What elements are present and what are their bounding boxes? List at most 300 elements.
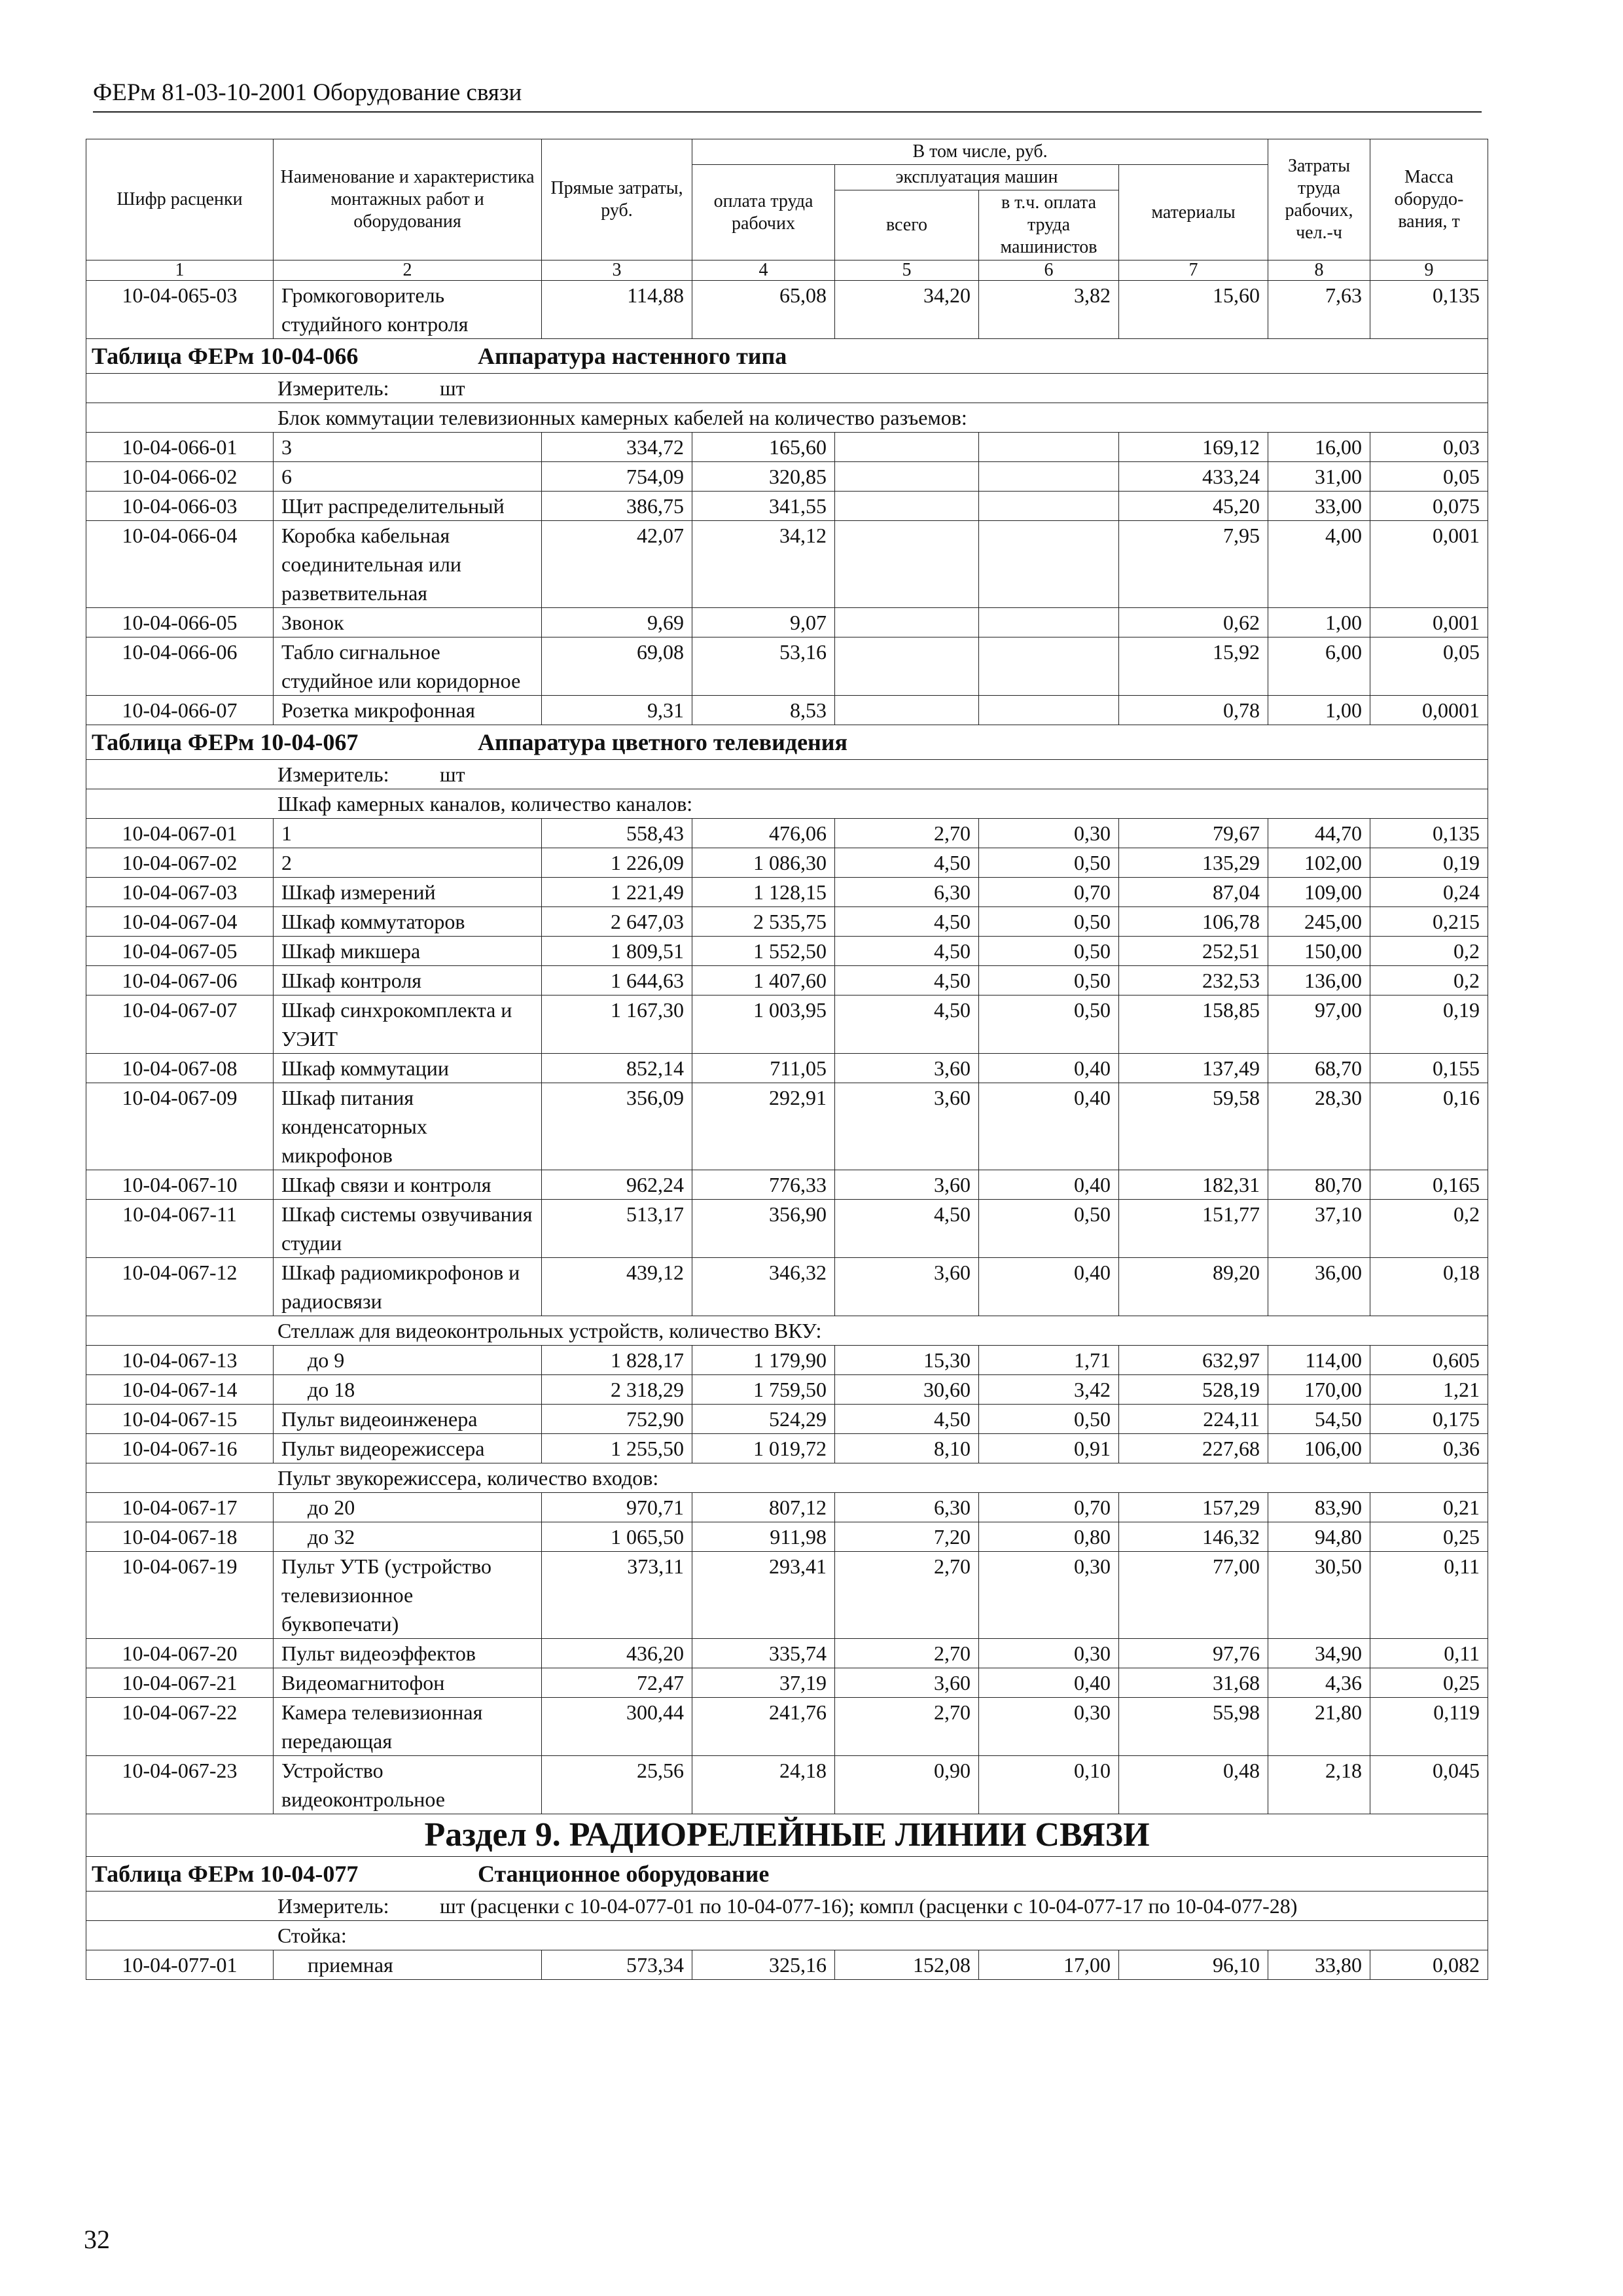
labor-pay-cell: 711,05 (692, 1054, 835, 1083)
materials-cell: 96,10 (1119, 1950, 1268, 1980)
group-heading-row (86, 1316, 1488, 1346)
machines-cost-cell: 4,50 (835, 848, 979, 878)
materials-cell: 528,19 (1119, 1375, 1268, 1405)
mass-cell: 0,135 (1370, 819, 1488, 848)
labor-hours-cell: 102,00 (1268, 848, 1370, 878)
col-number: 5 (835, 260, 979, 281)
table-body (86, 281, 1488, 1980)
table-row (86, 696, 1488, 725)
direct-cost-cell: 513,17 (542, 1200, 692, 1258)
rate-code-cell: 10-04-067-19 (86, 1552, 274, 1639)
col-machines-total-header: всего (835, 190, 979, 260)
machines-cost-cell: 34,20 (835, 281, 979, 339)
labor-pay-cell: 335,74 (692, 1639, 835, 1668)
direct-cost-cell: 2 318,29 (542, 1375, 692, 1405)
labor-pay-cell: 1 552,50 (692, 937, 835, 966)
direct-cost-cell: 558,43 (542, 819, 692, 848)
rates-table (86, 139, 1488, 1980)
unit-value: шт (440, 376, 465, 400)
rate-code-cell: 10-04-067-17 (86, 1493, 274, 1522)
machines-cost-cell: 2,70 (835, 1552, 979, 1639)
machines-cost-cell: 4,50 (835, 937, 979, 966)
machines-cost-cell: 2,70 (835, 1698, 979, 1756)
mass-cell: 0,2 (1370, 966, 1488, 996)
mass-cell: 0,215 (1370, 907, 1488, 937)
mass-cell: 0,03 (1370, 433, 1488, 462)
rate-code-cell: 10-04-067-15 (86, 1405, 274, 1434)
work-name-cell: Табло сигнальное студийное или коридорное (274, 637, 542, 696)
group-heading: Пульт звукорежиссера, количество входов: (86, 1463, 1488, 1493)
work-name-cell: Шкаф коммутации (274, 1054, 542, 1083)
unit-label: Измеритель: (277, 376, 389, 400)
work-name-cell: приемная (274, 1950, 542, 1980)
machines-cost-cell: 3,60 (835, 1054, 979, 1083)
rate-code-cell: 10-04-066-03 (86, 492, 274, 521)
materials-cell: 252,51 (1119, 937, 1268, 966)
machines-cost-cell: 15,30 (835, 1346, 979, 1375)
direct-cost-cell: 970,71 (542, 1493, 692, 1522)
table-row (86, 996, 1488, 1054)
work-name-cell: Шкаф коммутаторов (274, 907, 542, 937)
table-row (86, 1375, 1488, 1405)
table-title-cell (86, 725, 1488, 760)
rate-code-cell: 10-04-067-11 (86, 1200, 274, 1258)
machines-cost-cell (835, 608, 979, 637)
materials-cell: 97,76 (1119, 1639, 1268, 1668)
table-title: Аппаратура настенного типа (478, 343, 787, 369)
group-heading-row (86, 1463, 1488, 1493)
table-row (86, 1200, 1488, 1258)
work-name-cell: 2 (274, 848, 542, 878)
materials-cell: 59,58 (1119, 1083, 1268, 1170)
table-row (86, 1258, 1488, 1316)
direct-cost-cell: 114,88 (542, 281, 692, 339)
rate-code-cell: 10-04-067-02 (86, 848, 274, 878)
col-number: 3 (542, 260, 692, 281)
machinist-pay-cell: 0,70 (979, 878, 1119, 907)
unit-row (86, 1892, 1488, 1921)
materials-cell: 89,20 (1119, 1258, 1268, 1316)
direct-cost-cell: 1 065,50 (542, 1522, 692, 1552)
rate-code-cell: 10-04-065-03 (86, 281, 274, 339)
direct-cost-cell: 1 809,51 (542, 937, 692, 966)
machines-cost-cell: 6,30 (835, 878, 979, 907)
labor-hours-cell: 16,00 (1268, 433, 1370, 462)
labor-pay-cell: 1 003,95 (692, 996, 835, 1054)
work-name-cell: Щит распределительный (274, 492, 542, 521)
table-row (86, 1668, 1488, 1698)
work-name-cell: Шкаф радиомикрофонов и радиосвязи (274, 1258, 542, 1316)
mass-cell: 0,16 (1370, 1083, 1488, 1170)
machinist-pay-cell: 0,40 (979, 1054, 1119, 1083)
table-row (86, 819, 1488, 848)
rate-code-cell: 10-04-067-10 (86, 1170, 274, 1200)
col-machines-header: эксплуатация машин (835, 165, 1119, 190)
table-row (86, 1552, 1488, 1639)
rate-code-cell: 10-04-067-13 (86, 1346, 274, 1375)
labor-hours-cell: 150,00 (1268, 937, 1370, 966)
machines-cost-cell (835, 637, 979, 696)
labor-pay-cell: 1 019,72 (692, 1434, 835, 1463)
group-heading: Стойка: (86, 1921, 1488, 1950)
machinist-pay-cell: 0,50 (979, 996, 1119, 1054)
mass-cell: 0,135 (1370, 281, 1488, 339)
mass-cell: 0,075 (1370, 492, 1488, 521)
table-row (86, 1434, 1488, 1463)
rate-code-cell: 10-04-067-23 (86, 1756, 274, 1814)
mass-cell: 0,19 (1370, 996, 1488, 1054)
rate-code-cell: 10-04-067-05 (86, 937, 274, 966)
machinist-pay-cell: 3,82 (979, 281, 1119, 339)
machinist-pay-cell: 0,40 (979, 1170, 1119, 1200)
labor-pay-cell: 9,07 (692, 608, 835, 637)
direct-cost-cell: 1 167,30 (542, 996, 692, 1054)
unit-value: шт (440, 762, 465, 786)
rate-code-cell: 10-04-067-16 (86, 1434, 274, 1463)
machinist-pay-cell: 0,30 (979, 819, 1119, 848)
labor-hours-cell: 106,00 (1268, 1434, 1370, 1463)
rate-code-cell: 10-04-066-04 (86, 521, 274, 608)
table-row (86, 1950, 1488, 1980)
labor-hours-cell: 114,00 (1268, 1346, 1370, 1375)
section-heading-row (86, 1814, 1488, 1857)
table-row (86, 878, 1488, 907)
col-number: 9 (1370, 260, 1488, 281)
rate-code-cell: 10-04-067-03 (86, 878, 274, 907)
mass-cell: 0,155 (1370, 1054, 1488, 1083)
direct-cost-cell: 1 828,17 (542, 1346, 692, 1375)
machines-cost-cell: 0,90 (835, 1756, 979, 1814)
materials-cell: 632,97 (1119, 1346, 1268, 1375)
machinist-pay-cell (979, 492, 1119, 521)
table-header (86, 139, 1488, 281)
machines-cost-cell: 3,60 (835, 1668, 979, 1698)
mass-cell: 0,11 (1370, 1639, 1488, 1668)
labor-pay-cell: 807,12 (692, 1493, 835, 1522)
materials-cell: 157,29 (1119, 1493, 1268, 1522)
labor-pay-cell: 8,53 (692, 696, 835, 725)
col-number: 1 (86, 260, 274, 281)
direct-cost-cell: 573,34 (542, 1950, 692, 1980)
materials-cell: 146,32 (1119, 1522, 1268, 1552)
table-row (86, 966, 1488, 996)
machinist-pay-cell: 0,80 (979, 1522, 1119, 1552)
labor-hours-cell: 4,00 (1268, 521, 1370, 608)
labor-pay-cell: 320,85 (692, 462, 835, 492)
table-row (86, 608, 1488, 637)
unit-cell (86, 760, 1488, 789)
machinist-pay-cell: 0,10 (979, 1756, 1119, 1814)
work-name-cell: Громкоговоритель студийного контроля (274, 281, 542, 339)
direct-cost-cell: 386,75 (542, 492, 692, 521)
table-row (86, 1493, 1488, 1522)
materials-cell: 169,12 (1119, 433, 1268, 462)
machines-cost-cell (835, 696, 979, 725)
machinist-pay-cell (979, 462, 1119, 492)
machinist-pay-cell: 0,70 (979, 1493, 1119, 1522)
labor-hours-cell: 36,00 (1268, 1258, 1370, 1316)
table-title-row (86, 339, 1488, 374)
machinist-pay-cell: 0,30 (979, 1698, 1119, 1756)
machines-cost-cell (835, 462, 979, 492)
labor-pay-cell: 1 086,30 (692, 848, 835, 878)
table-title-cell (86, 1857, 1488, 1892)
table-row (86, 637, 1488, 696)
work-name-cell: Пульт УТБ (устройство телевизионное буквопечати) (274, 1552, 542, 1639)
table-row (86, 281, 1488, 339)
machinist-pay-cell: 0,50 (979, 907, 1119, 937)
table-row (86, 1756, 1488, 1814)
mass-cell: 0,11 (1370, 1552, 1488, 1639)
materials-cell: 15,60 (1119, 281, 1268, 339)
rate-code-cell: 10-04-067-04 (86, 907, 274, 937)
machines-cost-cell: 30,60 (835, 1375, 979, 1405)
work-name-cell: Шкаф микшера (274, 937, 542, 966)
materials-cell: 433,24 (1119, 462, 1268, 492)
work-name-cell: Розетка микрофонная (274, 696, 542, 725)
labor-hours-cell: 54,50 (1268, 1405, 1370, 1434)
machines-cost-cell: 4,50 (835, 966, 979, 996)
materials-cell: 182,31 (1119, 1170, 1268, 1200)
labor-pay-cell: 165,60 (692, 433, 835, 462)
work-name-cell: 6 (274, 462, 542, 492)
materials-cell: 7,95 (1119, 521, 1268, 608)
col-number: 7 (1119, 260, 1268, 281)
labor-pay-cell: 911,98 (692, 1522, 835, 1552)
col-mass-header: Масса оборудо-вания, т (1370, 139, 1488, 260)
col-number: 6 (979, 260, 1119, 281)
machinist-pay-cell: 0,50 (979, 1405, 1119, 1434)
table-row (86, 1698, 1488, 1756)
mass-cell: 0,05 (1370, 637, 1488, 696)
machines-cost-cell: 3,60 (835, 1083, 979, 1170)
materials-cell: 158,85 (1119, 996, 1268, 1054)
machinist-pay-cell: 0,91 (979, 1434, 1119, 1463)
materials-cell: 55,98 (1119, 1698, 1268, 1756)
table-row (86, 492, 1488, 521)
mass-cell: 0,2 (1370, 937, 1488, 966)
machines-cost-cell (835, 433, 979, 462)
labor-pay-cell: 524,29 (692, 1405, 835, 1434)
labor-hours-cell: 1,00 (1268, 608, 1370, 637)
labor-pay-cell: 1 759,50 (692, 1375, 835, 1405)
rate-code-cell: 10-04-067-14 (86, 1375, 274, 1405)
mass-cell: 0,21 (1370, 1493, 1488, 1522)
labor-pay-cell: 292,91 (692, 1083, 835, 1170)
labor-pay-cell: 24,18 (692, 1756, 835, 1814)
direct-cost-cell: 1 226,09 (542, 848, 692, 878)
rate-code-cell: 10-04-066-07 (86, 696, 274, 725)
labor-hours-cell: 21,80 (1268, 1698, 1370, 1756)
machinist-pay-cell (979, 521, 1119, 608)
materials-cell: 224,11 (1119, 1405, 1268, 1434)
table-row (86, 1639, 1488, 1668)
mass-cell: 0,175 (1370, 1405, 1488, 1434)
col-pay-header: оплата труда рабочих (692, 165, 835, 260)
group-heading: Стеллаж для видеоконтрольных устройств, количество ВКУ: (86, 1316, 1488, 1346)
table-row (86, 1170, 1488, 1200)
labor-pay-cell: 37,19 (692, 1668, 835, 1698)
mass-cell: 0,25 (1370, 1522, 1488, 1552)
group-heading-row (86, 1921, 1488, 1950)
rate-code-cell: 10-04-067-09 (86, 1083, 274, 1170)
table-number: Таблица ФЕРм 10-04-077 (92, 1861, 359, 1887)
rate-code-cell: 10-04-067-08 (86, 1054, 274, 1083)
machines-cost-cell: 2,70 (835, 819, 979, 848)
direct-cost-cell: 9,31 (542, 696, 692, 725)
work-name-cell: 3 (274, 433, 542, 462)
table-title-row (86, 1857, 1488, 1892)
labor-hours-cell: 33,00 (1268, 492, 1370, 521)
work-name-cell: Шкаф системы озвучивания студии (274, 1200, 542, 1258)
materials-cell: 106,78 (1119, 907, 1268, 937)
materials-cell: 31,68 (1119, 1668, 1268, 1698)
work-name-cell: до 32 (274, 1522, 542, 1552)
col-materials-header: материалы (1119, 165, 1268, 260)
direct-cost-cell: 300,44 (542, 1698, 692, 1756)
rates-table-container (86, 139, 1488, 1980)
machinist-pay-cell: 17,00 (979, 1950, 1119, 1980)
machinist-pay-cell: 0,40 (979, 1668, 1119, 1698)
machinist-pay-cell: 0,30 (979, 1552, 1119, 1639)
machinist-pay-cell: 0,50 (979, 848, 1119, 878)
labor-pay-cell: 356,90 (692, 1200, 835, 1258)
labor-hours-cell: 44,70 (1268, 819, 1370, 848)
work-name-cell: Пульт видеорежиссера (274, 1434, 542, 1463)
mass-cell: 0,0001 (1370, 696, 1488, 725)
labor-hours-cell: 1,00 (1268, 696, 1370, 725)
materials-cell: 77,00 (1119, 1552, 1268, 1639)
machines-cost-cell: 2,70 (835, 1639, 979, 1668)
direct-cost-cell: 752,90 (542, 1405, 692, 1434)
labor-hours-cell: 37,10 (1268, 1200, 1370, 1258)
labor-pay-cell: 325,16 (692, 1950, 835, 1980)
rate-code-cell: 10-04-067-18 (86, 1522, 274, 1552)
labor-pay-cell: 341,55 (692, 492, 835, 521)
rate-code-cell: 10-04-066-01 (86, 433, 274, 462)
table-row (86, 1346, 1488, 1375)
labor-hours-cell: 6,00 (1268, 637, 1370, 696)
materials-cell: 135,29 (1119, 848, 1268, 878)
direct-cost-cell: 9,69 (542, 608, 692, 637)
labor-hours-cell: 94,80 (1268, 1522, 1370, 1552)
unit-row (86, 374, 1488, 403)
labor-hours-cell: 83,90 (1268, 1493, 1370, 1522)
mass-cell: 0,36 (1370, 1434, 1488, 1463)
rate-code-cell: 10-04-067-07 (86, 996, 274, 1054)
mass-cell: 1,21 (1370, 1375, 1488, 1405)
group-heading: Шкаф камерных каналов, количество каналов: (86, 789, 1488, 819)
direct-cost-cell: 754,09 (542, 462, 692, 492)
direct-cost-cell: 2 647,03 (542, 907, 692, 937)
group-heading: Блок коммутации телевизионных камерных кабелей на количество разъемов: (86, 403, 1488, 433)
machines-cost-cell (835, 521, 979, 608)
materials-cell: 0,48 (1119, 1756, 1268, 1814)
machines-cost-cell: 4,50 (835, 907, 979, 937)
materials-cell: 15,92 (1119, 637, 1268, 696)
materials-cell: 151,77 (1119, 1200, 1268, 1258)
machines-cost-cell: 3,60 (835, 1258, 979, 1316)
group-heading-row (86, 789, 1488, 819)
work-name-cell: Пульт видеоинженера (274, 1405, 542, 1434)
work-name-cell: Шкаф измерений (274, 878, 542, 907)
materials-cell: 0,62 (1119, 608, 1268, 637)
col-machinist-pay-header: в т.ч. оплата труда машинистов (979, 190, 1119, 260)
labor-pay-cell: 1 128,15 (692, 878, 835, 907)
mass-cell: 0,001 (1370, 521, 1488, 608)
work-name-cell: до 9 (274, 1346, 542, 1375)
mass-cell: 0,25 (1370, 1668, 1488, 1698)
labor-hours-cell: 4,36 (1268, 1668, 1370, 1698)
direct-cost-cell: 69,08 (542, 637, 692, 696)
machinist-pay-cell: 0,50 (979, 1200, 1119, 1258)
direct-cost-cell: 1 644,63 (542, 966, 692, 996)
unit-row (86, 760, 1488, 789)
machines-cost-cell: 8,10 (835, 1434, 979, 1463)
machinist-pay-cell (979, 696, 1119, 725)
machinist-pay-cell: 0,40 (979, 1083, 1119, 1170)
work-name-cell: Камера телевизионная передающая (274, 1698, 542, 1756)
col-incl-header: В том числе, руб. (692, 139, 1268, 165)
labor-hours-cell: 33,80 (1268, 1950, 1370, 1980)
machinist-pay-cell: 0,40 (979, 1258, 1119, 1316)
work-name-cell: до 18 (274, 1375, 542, 1405)
machinist-pay-cell (979, 637, 1119, 696)
machines-cost-cell: 7,20 (835, 1522, 979, 1552)
rate-code-cell: 10-04-067-12 (86, 1258, 274, 1316)
rate-code-cell: 10-04-066-05 (86, 608, 274, 637)
unit-label: Измеритель: (277, 1894, 389, 1918)
machinist-pay-cell: 0,50 (979, 966, 1119, 996)
rate-code-cell: 10-04-066-02 (86, 462, 274, 492)
machines-cost-cell (835, 492, 979, 521)
table-row (86, 907, 1488, 937)
document-header: ФЕРм 81-03-10-2001 Оборудование связи (93, 77, 1482, 113)
labor-hours-cell: 30,50 (1268, 1552, 1370, 1639)
page-number: 32 (84, 2225, 110, 2254)
labor-hours-cell: 28,30 (1268, 1083, 1370, 1170)
direct-cost-cell: 72,47 (542, 1668, 692, 1698)
labor-hours-cell: 80,70 (1268, 1170, 1370, 1200)
direct-cost-cell: 852,14 (542, 1054, 692, 1083)
table-title-row (86, 725, 1488, 760)
rate-code-cell: 10-04-066-06 (86, 637, 274, 696)
table-title: Станционное оборудование (478, 1861, 770, 1887)
rate-code-cell: 10-04-067-20 (86, 1639, 274, 1668)
unit-value: шт (расценки с 10-04-077-01 по 10-04-077-16); компл (расценки с 10-04-077-17 по 10-04-077-28) (440, 1894, 1298, 1918)
machines-cost-cell: 3,60 (835, 1170, 979, 1200)
direct-cost-cell: 334,72 (542, 433, 692, 462)
direct-cost-cell: 25,56 (542, 1756, 692, 1814)
labor-pay-cell: 65,08 (692, 281, 835, 339)
machines-cost-cell: 6,30 (835, 1493, 979, 1522)
mass-cell: 0,24 (1370, 878, 1488, 907)
machinist-pay-cell (979, 433, 1119, 462)
col-number: 8 (1268, 260, 1370, 281)
work-name-cell: Видеомагнитофон (274, 1668, 542, 1698)
col-direct-header: Прямые затраты, руб. (542, 139, 692, 260)
table-row (86, 937, 1488, 966)
rate-code-cell: 10-04-067-06 (86, 966, 274, 996)
mass-cell: 0,05 (1370, 462, 1488, 492)
labor-hours-cell: 34,90 (1268, 1639, 1370, 1668)
table-title: Аппаратура цветного телевидения (478, 729, 848, 755)
direct-cost-cell: 373,11 (542, 1552, 692, 1639)
direct-cost-cell: 962,24 (542, 1170, 692, 1200)
table-row (86, 848, 1488, 878)
col-name-header: Наименование и характеристика монтажных работ и оборудования (274, 139, 542, 260)
labor-hours-cell: 31,00 (1268, 462, 1370, 492)
